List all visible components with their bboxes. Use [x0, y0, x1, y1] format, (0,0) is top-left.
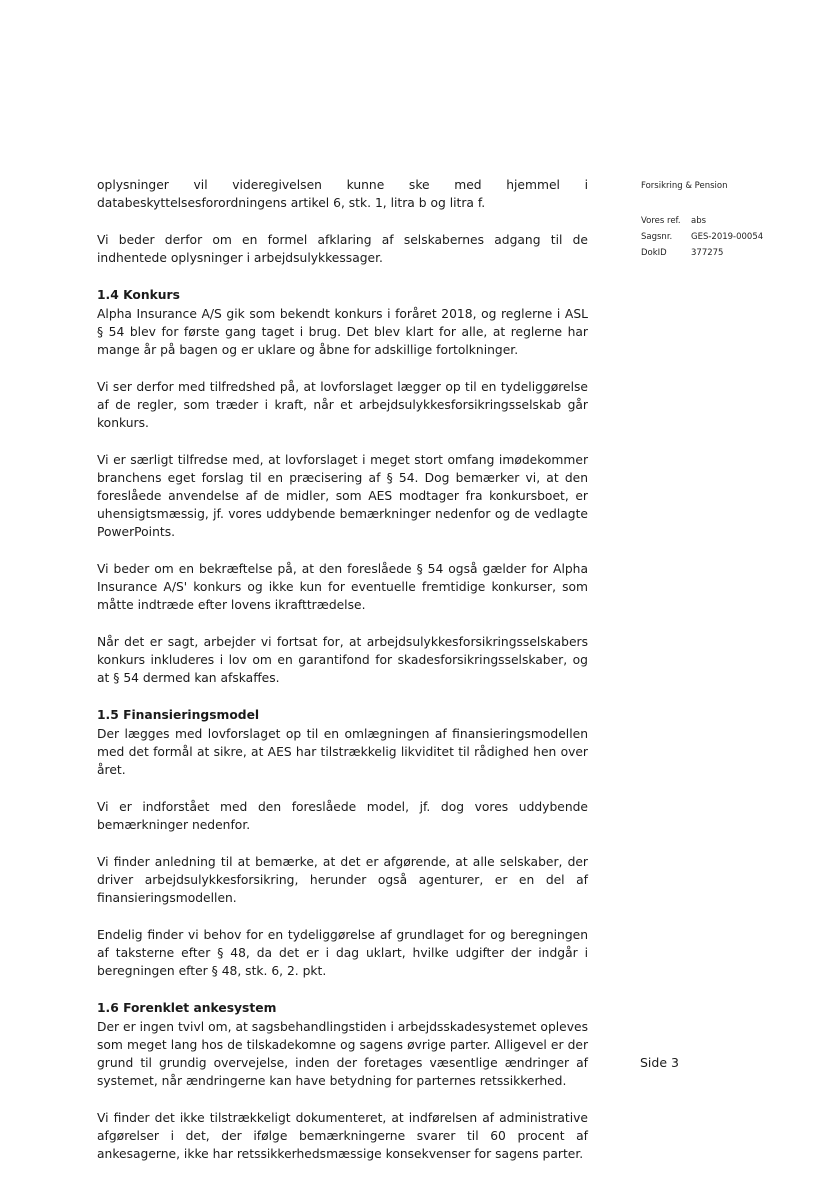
meta-label: Sagsnr.	[641, 232, 673, 242]
meta-value: 377275	[691, 248, 724, 258]
section-heading-forenklet-ankesystem: 1.6 Forenklet ankesystem	[97, 1001, 277, 1015]
meta-row-reference	[641, 213, 791, 229]
body-paragraph: Vi beder om en bekræftelse på, at den foreslåede § 54 også gælder for Alpha Insurance A/S' konkurs og ikke kun for eventuelle fremtidige konkurser, som måtte indtræde efter lovens ikrafttrædelse.	[97, 562, 588, 612]
section-heading-finansieringsmodel: 1.5 Finansieringsmodel	[97, 708, 260, 722]
meta-value: GES-2019-00054	[691, 232, 764, 242]
meta-row-doc-id	[641, 245, 791, 261]
body-paragraph: Vi beder derfor om en formel afklaring af selskabernes adgang til de indhentede oplysninger i arbejdsulykkessager.	[97, 233, 588, 265]
meta-label: DokID	[641, 248, 667, 258]
body-paragraph: Vi er indforstået med den foreslåede model, jf. dog vores uddybende bemærkninger nedenfor.	[97, 800, 588, 832]
meta-row-case-number	[641, 229, 791, 245]
body-paragraph: Der er ingen tvivl om, at sagsbehandlingstiden i arbejdsskadesystemet opleves som meget lang hos de tilskadekomne og sagens øvrige parter. Alligevel er der grund til grundig overvejelse, inden der foretages væsentlige ændringer af systemet, når ændringerne kan have betydning for parternes retssikkerhed.	[97, 1020, 588, 1088]
section-heading-konkurs: 1.4 Konkurs	[97, 288, 180, 302]
page-number: Side 3	[640, 1055, 679, 1070]
meta-label: Vores ref.	[641, 216, 681, 226]
body-paragraph: Der lægges med lovforslaget op til en omlægningen af finansieringsmodellen med det formål at sikre, at AES har tilstrækkelig likviditet til rådighed hen over året.	[97, 727, 588, 777]
body-paragraph: Vi finder anledning til at bemærke, at det er afgørende, at alle selskaber, der driver arbejdsulykkesforsikring, herunder også agenturer, er en del af finansieringsmodellen.	[97, 855, 588, 905]
body-paragraph: Alpha Insurance A/S gik som bekendt konkurs i foråret 2018, og reglerne i ASL § 54 blev for første gang taget i brug. Det blev klart for alle, at reglerne har mange år på bagen og er uklare og åbne for adskillige fortolkninger.	[97, 307, 588, 357]
organization-name: Forsikring & Pension	[641, 181, 728, 191]
document-body	[97, 176, 588, 1182]
body-paragraph: Vi finder det ikke tilstrækkeligt dokumenteret, at indførelsen af administrative afgørelser i det, der ifølge bemærkningerne svarer til 60 procent af ankesagerne, ikke har retssikkerhedsmæssige konsekvenser for sagens parter.	[97, 1111, 588, 1161]
meta-value: abs	[691, 216, 707, 226]
body-paragraph: oplysninger vil videregivelsen kunne ske med hjemmel i databeskyttelsesforordningens artikel 6, stk. 1, litra b og litra f.	[97, 178, 588, 210]
body-paragraph: Når det er sagt, arbejder vi fortsat for, at arbejdsulykkesforsikringsselskabers konkurs inkluderes i lov om en garantifond for skadesforsikringsselskaber, og at § 54 dermed kan afskaffes.	[97, 635, 588, 685]
body-paragraph: Vi ser derfor med tilfredshed på, at lovforslaget lægger op til en tydeliggørelse af de regler, som træder i kraft, når et arbejdsulykkesforsikringsselskab går konkurs.	[97, 380, 588, 430]
sidebar-metadata	[641, 178, 791, 261]
body-paragraph: Endelig finder vi behov for en tydeliggørelse af grundlaget for og beregningen af taksterne efter § 48, da det er i dag uklart, hvilke udgifter der indgår i beregningen efter § 48, stk. 6, 2. pkt.	[97, 928, 588, 978]
body-paragraph: Vi er særligt tilfredse med, at lovforslaget i meget stort omfang imødekommer branchens eget forslag til en præcisering af § 54. Dog bemærker vi, at den foreslåede anvendelse af de midler, som AES modtager fra konkursboet, er uhensigtsmæssig, jf. vores uddybende bemærkninger nedenfor og de vedlagte PowerPoints.	[97, 453, 588, 539]
